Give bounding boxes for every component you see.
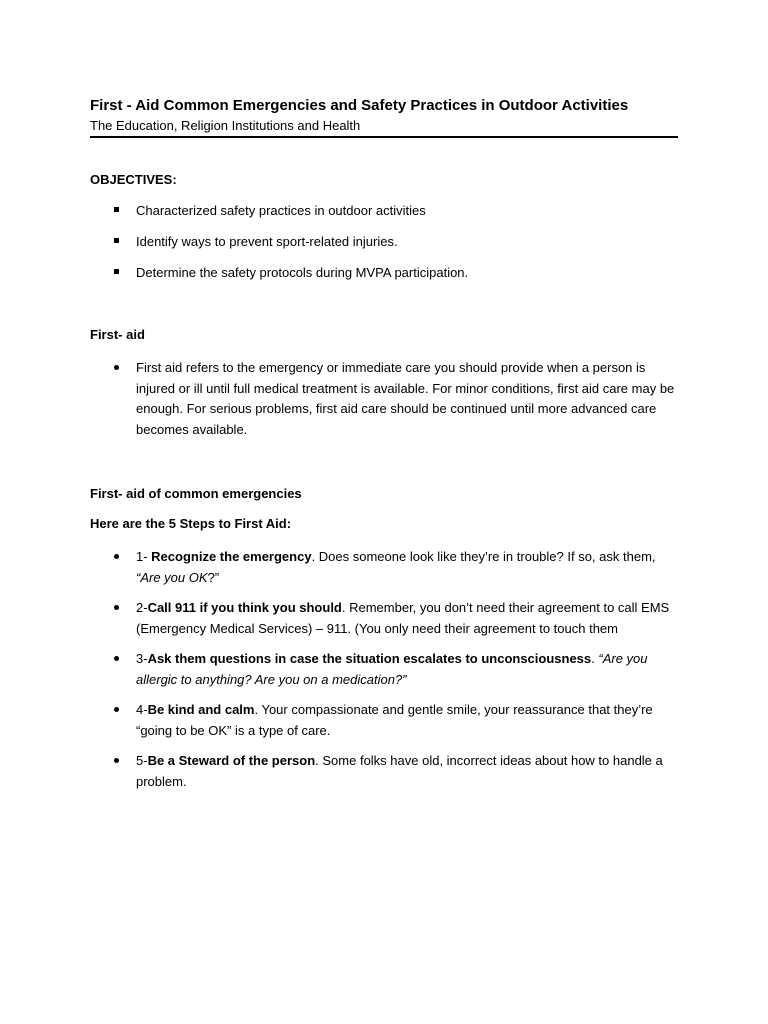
round-bullet-icon	[114, 365, 119, 370]
step-suffix: ?”	[207, 569, 220, 585]
step-italic: “Are you allergic to anything? Are you on a medication?”	[136, 651, 648, 687]
document-title: First - Aid Common Emergencies and Safety Practices in Outdoor Activities	[90, 97, 629, 114]
step-title: Recognize the emergency	[151, 549, 312, 564]
common-emergencies-heading: First- aid of common emergencies	[90, 486, 302, 501]
list-item	[90, 264, 680, 281]
document-subtitle: The Education, Religion Institutions and Health	[90, 118, 361, 133]
objectives-list	[90, 202, 680, 281]
square-bullet-icon	[114, 269, 119, 274]
objective-text: Characterized safety practices in outdoor activities	[136, 203, 426, 218]
step-prefix: 4-	[136, 702, 148, 717]
step-italic: “Are you OK	[136, 569, 208, 585]
round-bullet-icon	[114, 605, 119, 610]
steps-list	[90, 547, 680, 792]
step-prefix: 3-	[136, 651, 148, 666]
step-text: . Your compassionate and gentle smile, your reassurance that they’re “going to be OK” is a type of care.	[136, 702, 653, 738]
step-text: . Does someone look like they’re in trouble? If so, ask them,	[311, 549, 656, 564]
step-text: . Remember, you don’t need their agreement to call EMS (Emergency Medical Services) – 911. (You only need their agreement to touch them	[136, 600, 670, 636]
objectives-heading: OBJECTIVES:	[90, 172, 177, 187]
step-prefix: 1-	[136, 549, 152, 564]
first-aid-heading: First- aid	[90, 327, 145, 342]
step-title: Be kind and calm	[147, 702, 255, 717]
title-divider	[90, 136, 678, 138]
step-title: Call 911 if you think you should	[147, 600, 342, 615]
step-title: Ask them questions in case the situation escalates to unconsciousness	[147, 651, 592, 666]
step-text: .	[591, 651, 599, 666]
first-aid-list	[90, 358, 680, 440]
step-text: . Some folks have old, incorrect ideas about how to handle a problem.	[136, 753, 663, 789]
round-bullet-icon	[114, 758, 119, 763]
round-bullet-icon	[114, 707, 119, 712]
square-bullet-icon	[114, 207, 119, 212]
list-item	[90, 547, 680, 588]
step-title: Be a Steward of the person	[147, 753, 316, 768]
square-bullet-icon	[114, 238, 119, 243]
list-item	[90, 598, 680, 639]
list-item	[90, 649, 680, 690]
list-item	[90, 358, 680, 440]
list-item	[90, 233, 680, 250]
document-page	[90, 96, 680, 802]
list-item	[90, 700, 680, 741]
objective-text: Identify ways to prevent sport-related injuries.	[136, 234, 398, 249]
round-bullet-icon	[114, 656, 119, 661]
round-bullet-icon	[114, 554, 119, 559]
step-prefix: 5-	[136, 753, 148, 768]
list-item	[90, 202, 680, 219]
first-aid-definition: First aid refers to the emergency or immediate care you should provide when a person is injured or ill until full medical treatment is available. For minor conditions, first aid care may be enough. For serious problems, first aid care should be continued until more advanced care becomes available.	[136, 360, 675, 437]
step-prefix: 2-	[136, 600, 148, 615]
objective-text: Determine the safety protocols during MVPA participation.	[136, 265, 469, 280]
list-item	[90, 751, 680, 792]
steps-heading: Here are the 5 Steps to First Aid:	[90, 516, 292, 531]
